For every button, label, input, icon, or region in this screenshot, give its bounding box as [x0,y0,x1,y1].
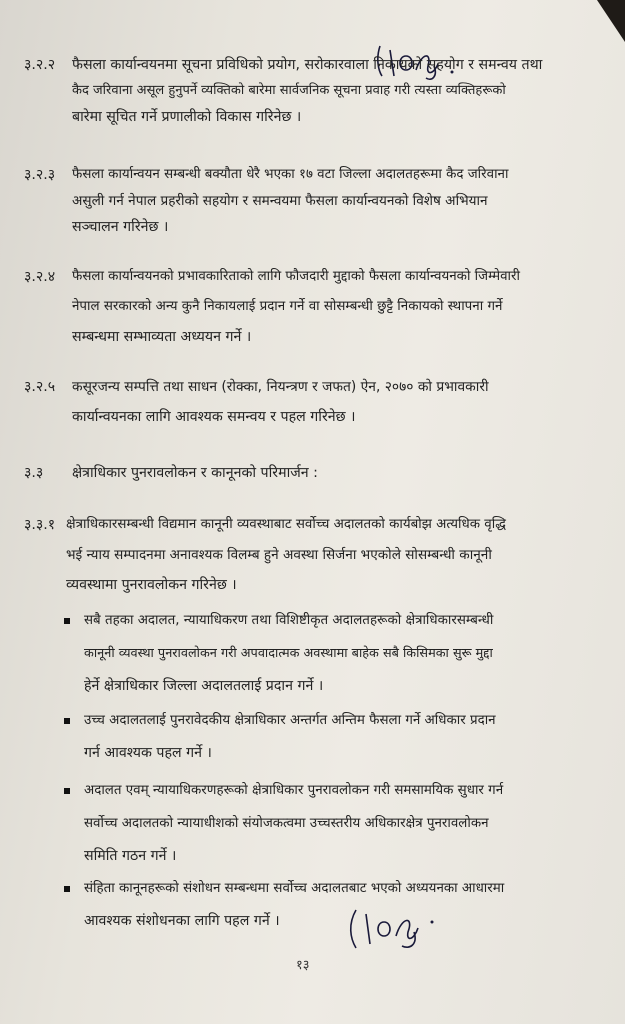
heading-number: ३.३ [24,465,44,481]
section-number: ३.३.१ [24,517,56,533]
text-line: अदालत एवम् न्यायाधिकरणहरूको क्षेत्राधिकार पुनरावलोकन गरी समसामयिक सुधार गर्न [84,783,504,798]
text-line: कसूरजन्य सम्पत्ति तथा साधन (रोक्का, नियन्त्रण र जफत) ऐन, २०७० को प्रभावकारी [72,379,489,395]
section-number: ३.२.४ [24,269,56,285]
text-line: आवश्यक संशोधनका लागि पहल गर्ने । [84,913,280,929]
page-number: १३ [296,958,310,973]
bullet-square-icon [64,618,70,624]
bullet-square-icon [64,788,70,794]
page-corner-shadow [597,0,625,42]
text-line: उच्च अदालतलाई पुनरावेदकीय क्षेत्राधिकार अन्तर्गत अन्तिम फैसला गर्ने अधिकार प्रदान [84,713,496,728]
text-line: भई न्याय सम्पादनमा अनावश्यक विलम्ब हुने अवस्था सिर्जना भएकोले सोसम्बन्धी कानूनी [66,547,492,563]
bullet-square-icon [64,718,70,724]
text-line: क्षेत्राधिकारसम्बन्धी विद्यमान कानूनी व्यवस्थाबाट सर्वोच्च अदालतको कार्यबोझ अत्यधिक वृद्धि [66,517,506,532]
handwritten-signature-bottom [344,898,444,954]
text-line: बारेमा सूचित गर्ने प्रणालीको विकास गरिनेछ । [72,109,302,125]
text-line: गर्न आवश्यक पहल गर्ने । [84,745,212,761]
text-line: व्यवस्थामा पुनरावलोकन गरिनेछ । [66,577,237,593]
text-line: कानूनी व्यवस्था पुनरावलोकन गरी अपवादात्मक अवस्थामा बाहेक सबै किसिमका सुरू मुद्दा [84,646,493,661]
heading-title: क्षेत्राधिकार पुनरावलोकन र कानूनको परिमार्जन : [72,465,318,481]
text-line: संहिता कानूनहरूको संशोधन सम्बन्धमा सर्वोच्च अदालतबाट भएको अध्ययनका आधारमा [84,881,505,896]
section-number: ३.२.३ [24,167,56,183]
bullet-item [64,774,624,874]
bullet-square-icon [64,886,70,892]
text-line: कार्यान्वयनका लागि आवश्यक समन्वय र पहल गरिनेछ । [72,409,356,425]
text-line: नेपाल सरकारको अन्य कुनै निकायलाई प्रदान गर्ने वा सोसम्बन्धी छुट्टै निकायको स्थापना गर्ने [72,299,503,314]
text-line: कैद जरिवाना असूल हुनुपर्ने व्यक्तिको बारेमा सार्वजनिक सूचना प्रवाह गरी त्यस्ता व्यक्तिहरूको [72,83,506,98]
text-line: समिति गठन गर्ने । [84,848,177,864]
text-line: सम्बन्धमा सम्भाव्यता अध्ययन गर्ने । [72,329,252,345]
text-line: असुली गर्न नेपाल प्रहरीको सहयोग र समन्वयमा फैसला कार्यान्वयनको विशेष अभियान [72,193,488,209]
section-number: ३.२.२ [24,57,56,73]
section-heading-3-3 [24,463,318,482]
text-line: सञ्चालन गरिनेछ । [72,219,169,235]
text-line: फैसला कार्यान्वयनमा सूचना प्रविधिको प्रयोग, सरोकारवाला निकायको सहयोग र समन्वय तथा [72,57,543,73]
text-line: हेर्ने क्षेत्राधिकार जिल्ला अदालतलाई प्रदान गर्ने । [84,678,324,694]
bullet-item [64,604,624,704]
text-line: फैसला कार्यान्वयनको प्रभावकारिताको लागि फौजदारी मुद्दाको फैसला कार्यान्वयनको जिम्मेवारी [72,269,520,284]
text-line: सर्वोच्च अदालतको न्यायाधीशको संयोजकत्वमा उच्चस्तरीय अधिकारक्षेत्र पुनरावलोकन [84,816,489,831]
section-number: ३.२.५ [24,379,56,395]
text-line: सबै तहका अदालत, न्यायाधिकरण तथा विशिष्टीकृत अदालतहरूको क्षेत्राधिकारसम्बन्धी [84,613,494,628]
text-line: फैसला कार्यान्वयन सम्बन्धी बक्यौता धेरै भएका १७ वटा जिल्ला अदालतहरूमा कैद जरिवाना [72,167,509,182]
bullet-item [64,704,624,774]
